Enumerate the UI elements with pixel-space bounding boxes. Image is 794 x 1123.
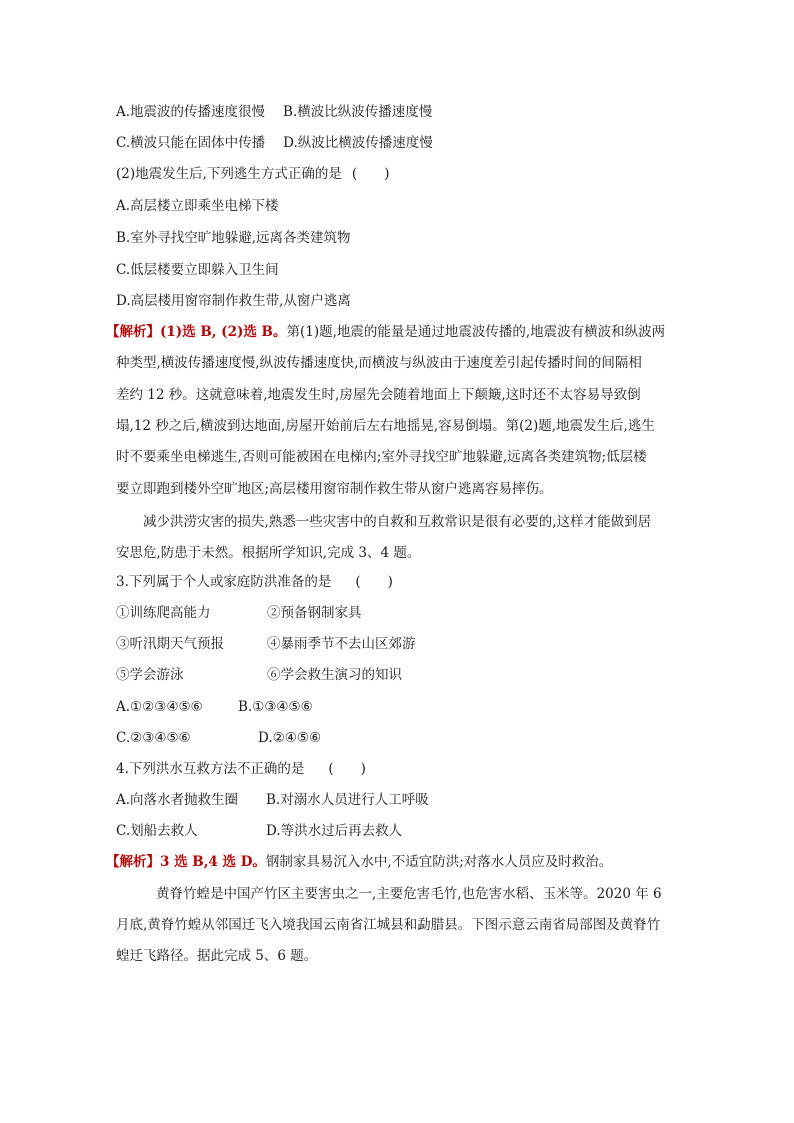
option-a: A.高层楼立即乘坐电梯下楼 [116,198,279,214]
statement-row [116,666,402,684]
question-options-row [116,103,432,121]
intro-paragraph: 减少洪涝灾害的损失,熟悉一些灾害中的自救和互救常识是很有必要的,这样才能做到居 [143,514,652,530]
options-row [116,698,313,716]
statement-4: ④暴雨季节不去山区郊游 [267,636,416,652]
answer-paren: ( ) [355,574,393,590]
intro-paragraph-line: 蝗迁飞路径。据此完成 5、6 题。 [116,948,318,964]
intro-paragraph-line: 安思危,防患于未然。根据所学知识,完成 3、4 题。 [116,545,421,561]
options-row [116,822,403,840]
analysis-paragraph [106,853,612,871]
option-d: D.②④⑤⑥ [258,730,322,746]
option-a: A.向落水者抛救生圈 [116,792,239,808]
question-text: (2)地震发生后,下列逃生方式正确的是 [116,166,342,182]
options-row [116,729,322,747]
statement-5: ⑤学会游泳 [116,667,184,683]
statement-row [116,635,416,653]
question-stem [116,760,366,778]
option-a: A.①②③④⑤⑥ [116,699,203,715]
question-options-row [116,134,433,152]
option-c: C.低层楼要立即躲入卫生间 [116,262,279,278]
analysis-line: 差约 12 秒。这就意味着,地震发生时,房屋先会随着地面上下颠簸,这时还不太容易导致倒 [116,387,641,403]
analysis-line: 塌,12 秒之后,横波到达地面,房屋开始前后左右地摇晃,容易倒塌。第(2)题,地震发生后,逃生 [116,418,655,434]
answer-paren: ( ) [351,166,390,182]
intro-paragraph: 黄脊竹蝗是中国产竹区主要害虫之一,主要危害毛竹,也危害水稻、玉米等。2020 年 6 [156,886,662,902]
option-a: A.地震波的传播速度很慢 [116,104,266,120]
option-d: D.纵波比横波传播速度慢 [283,135,433,151]
analysis-text: 钢制家具易沉入水中,不适宜防洪;对落水人员应及时救治。 [265,854,613,870]
question-text: 4.下列洪水互救方法不正确的是 [116,761,305,777]
option-b: B.对溺水人员进行人工呼吸 [266,792,429,808]
analysis-line: 时不要乘坐电梯逃生,否则可能被困在电梯内;室外寻找空旷地躲避,远离各类建筑物;低层楼 [116,449,647,465]
analysis-tag: 【解析】 [106,854,160,870]
analysis-paragraph [106,323,665,341]
question-stem [116,573,393,591]
statement-row [116,604,362,622]
statement-1: ①训练爬高能力 [116,605,211,621]
statement-3: ③听汛期天气预报 [116,636,224,652]
analysis-line: 要立即跑到楼外空旷地区;高层楼用窗帘制作救生带从窗户逃离容易摔伤。 [116,481,553,497]
analysis-text: 第(1)题,地震的能量是通过地震波传播的,地震波有横波和纵波两 [286,324,666,340]
option-c: C.横波只能在固体中传播 [116,135,266,151]
question-stem [116,165,389,183]
analysis-line: 种类型,横波传播速度慢,纵波传播速度快,而横波与纵波由于速度差引起传播时间的间隔相 [116,355,642,371]
statement-2: ②预备钢制家具 [267,605,362,621]
statement-6: ⑥学会救生演习的知识 [267,667,402,683]
question-text: 3.下列属于个人或家庭防洪准备的是 [116,574,332,590]
option-d: D.高层楼用窗帘制作救生带,从窗户逃离 [116,293,351,309]
option-d: D.等洪水过后再去救人 [266,823,403,839]
answer-paren: ( ) [328,761,366,777]
analysis-tag: 【解析】 [106,324,160,340]
option-b: B.横波比纵波传播速度慢 [283,104,433,120]
analysis-answer: 3 选 B,4 选 D。 [160,854,266,870]
option-b: B.①③④⑤⑥ [238,699,313,715]
option-c: C.划船去救人 [116,823,198,839]
options-row [116,791,429,809]
intro-paragraph-line: 月底,黄脊竹蝗从邻国迁飞入境我国云南省江城县和勐腊县。下图示意云南省局部图及黄脊竹 [116,917,661,933]
analysis-answer: (1)选 B, (2)选 B。 [160,324,287,340]
option-b: B.室外寻找空旷地躲避,远离各类建筑物 [116,230,351,246]
option-c: C.②③④⑤⑥ [116,730,191,746]
